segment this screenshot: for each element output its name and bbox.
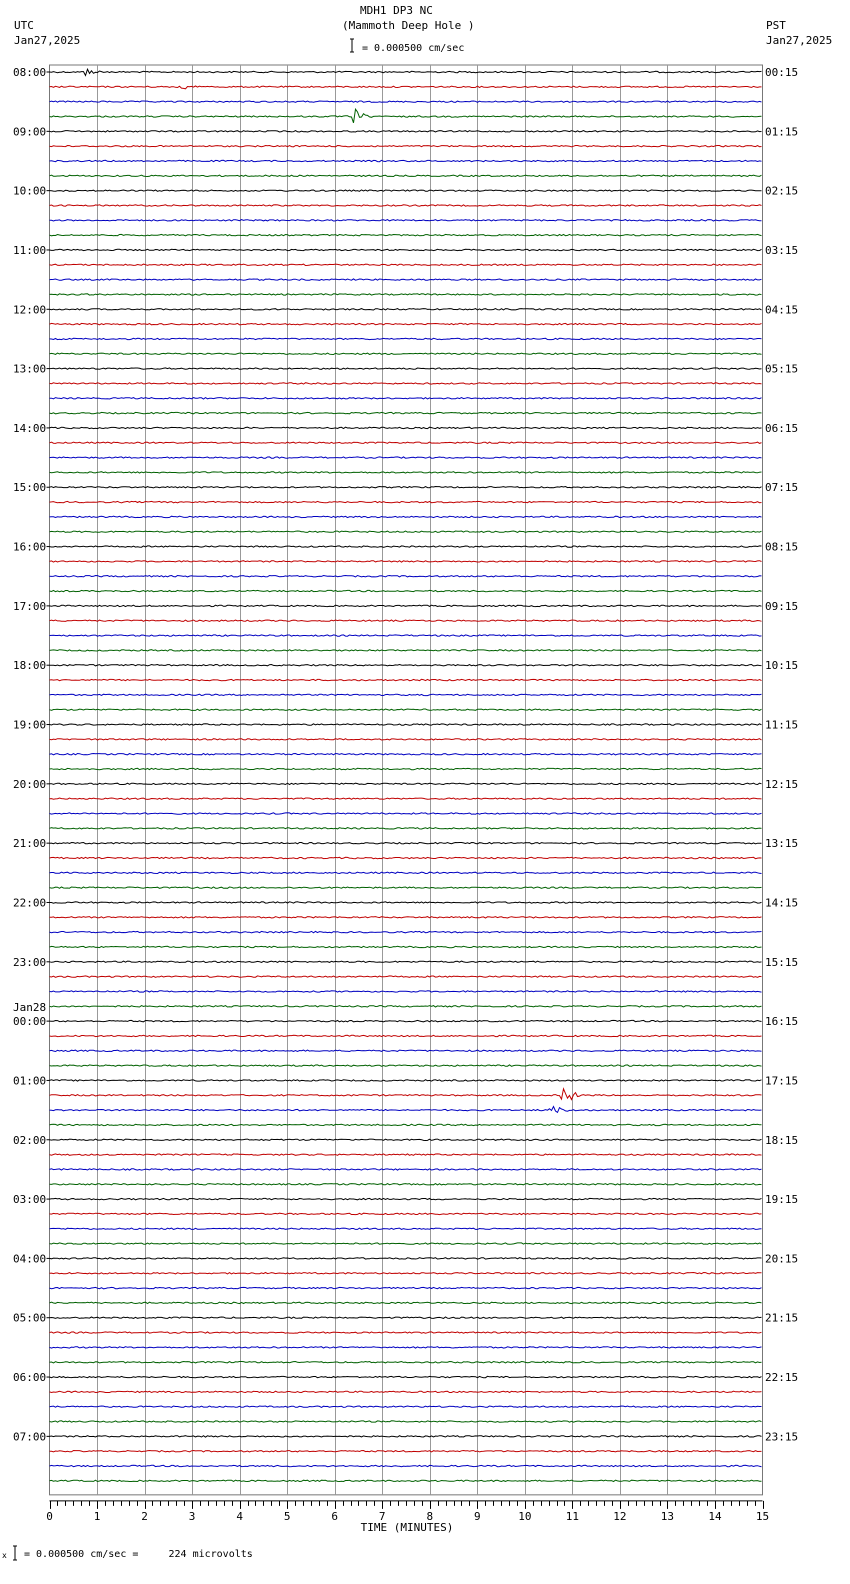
- pst-hour-label: 07:15: [765, 481, 799, 495]
- utc-hour-label: 13:00: [13, 362, 47, 376]
- trace-line: [50, 190, 762, 191]
- footer-scale-bar: [13, 1546, 17, 1560]
- trace-line: [50, 635, 762, 636]
- utc-hour-label: 23:00: [13, 955, 47, 969]
- pst-hour-label: 17:15: [765, 1074, 799, 1088]
- trace-line: [50, 1228, 762, 1229]
- trace-line: [50, 205, 762, 206]
- x-tick-label: 4: [236, 1509, 243, 1523]
- x-tick-label: 6: [331, 1509, 339, 1523]
- left-date: Jan27,2025: [14, 34, 81, 47]
- left-timezone: UTC: [14, 19, 34, 32]
- trace-line: [50, 1465, 762, 1466]
- trace-line: [50, 109, 762, 123]
- trace-line: [50, 323, 762, 324]
- trace-line: [50, 620, 762, 621]
- trace-line: [50, 531, 762, 532]
- x-axis-label: TIME (MINUTES): [360, 1520, 454, 1534]
- utc-hour-label: 11:00: [13, 243, 47, 257]
- trace-line: [50, 1243, 762, 1244]
- utc-hour-label: 10:00: [13, 184, 47, 198]
- x-tick-label: 9: [473, 1509, 481, 1523]
- x-tick-label: 1: [93, 1509, 101, 1523]
- trace-line: [50, 1421, 762, 1422]
- trace-line: [50, 754, 762, 755]
- trace-line: [50, 472, 762, 473]
- station-location: (Mammoth Deep Hole ): [342, 19, 475, 32]
- trace-line: [50, 561, 762, 562]
- trace-line: [50, 487, 762, 488]
- trace-line: [50, 783, 762, 784]
- utc-hour-label: 12:00: [13, 303, 47, 317]
- utc-hour-label: 22:00: [13, 896, 47, 910]
- trace-line: [50, 1006, 762, 1007]
- trace-line: [50, 1347, 762, 1348]
- trace-line: [50, 961, 762, 962]
- trace-line: [50, 1332, 762, 1333]
- pst-hour-label: 08:15: [765, 540, 799, 554]
- trace-line: [50, 86, 762, 89]
- trace-line: [50, 101, 762, 102]
- trace-line: [50, 768, 762, 769]
- date-change-label: Jan28: [13, 1001, 47, 1015]
- utc-hour-label: 03:00: [13, 1193, 47, 1207]
- trace-line: [50, 798, 762, 799]
- pst-hour-label: 09:15: [765, 599, 799, 613]
- trace-line: [50, 1362, 762, 1363]
- pst-hour-label: 06:15: [765, 421, 799, 435]
- x-tick-label: 5: [283, 1509, 291, 1523]
- x-tick-label: 12: [613, 1509, 627, 1523]
- trace-line: [50, 1107, 762, 1113]
- utc-hour-label: 02:00: [13, 1133, 47, 1147]
- pst-hour-label: 16:15: [765, 1015, 799, 1029]
- pst-hour-label: 22:15: [765, 1371, 799, 1385]
- trace-line: [50, 442, 762, 443]
- trace-line: [50, 264, 762, 265]
- pst-hour-label: 18:15: [765, 1133, 799, 1147]
- station-title: MDH1 DP3 NC: [360, 4, 433, 17]
- pst-hour-label: 19:15: [765, 1193, 799, 1207]
- trace-line: [50, 576, 762, 577]
- trace-line: [50, 220, 762, 221]
- utc-hour-label: 09:00: [13, 125, 47, 139]
- right-date: Jan27,2025: [766, 34, 833, 47]
- trace-line: [50, 1258, 762, 1259]
- trace-line: [50, 1198, 762, 1199]
- x-tick-label: 0: [46, 1509, 53, 1523]
- footer-scale-text: = 0.000500 cm/sec = 224 microvolts: [24, 1549, 253, 1560]
- trace-line: [50, 427, 762, 428]
- trace-line: [50, 739, 762, 740]
- utc-hour-label: 18:00: [13, 659, 47, 673]
- trace-line: [50, 976, 762, 977]
- trace-line: [50, 902, 762, 903]
- pst-hour-label: 20:15: [765, 1252, 799, 1266]
- utc-hour-label: 21:00: [13, 837, 47, 851]
- scale-bar: [350, 39, 354, 52]
- footer-scale-prefix: x: [2, 1551, 7, 1560]
- x-tick-label: 10: [518, 1509, 532, 1523]
- trace-line: [50, 590, 762, 591]
- trace-line: [50, 605, 762, 606]
- trace-line: [50, 709, 762, 710]
- pst-hour-label: 12:15: [765, 777, 799, 791]
- x-tick-label: 3: [188, 1509, 196, 1523]
- trace-line: [50, 1020, 762, 1021]
- trace-line: [50, 1080, 762, 1081]
- trace-line: [50, 857, 762, 858]
- trace-line: [50, 249, 762, 250]
- trace-line: [50, 991, 762, 992]
- trace-line: [50, 694, 762, 695]
- trace-line: [50, 1273, 762, 1274]
- trace-line: [50, 175, 762, 176]
- trace-line: [50, 1391, 762, 1392]
- trace-line: [50, 1089, 762, 1100]
- pst-hour-label: 04:15: [765, 303, 799, 317]
- utc-hour-label: 16:00: [13, 540, 47, 554]
- pst-hour-label: 11:15: [765, 718, 799, 732]
- x-tick-label: 8: [426, 1509, 434, 1523]
- pst-hour-label: 14:15: [765, 896, 799, 910]
- pst-hour-label: 10:15: [765, 659, 799, 673]
- pst-hour-label: 13:15: [765, 837, 799, 851]
- trace-line: [50, 69, 762, 75]
- trace-line: [50, 665, 762, 666]
- trace-line: [50, 338, 762, 339]
- utc-hour-label: 17:00: [13, 599, 47, 613]
- trace-line: [50, 1124, 762, 1125]
- x-tick-label: 7: [378, 1509, 386, 1523]
- trace-line: [50, 368, 762, 369]
- trace-line: [50, 398, 762, 399]
- trace-line: [50, 294, 762, 295]
- utc-hour-label: 19:00: [13, 718, 47, 732]
- trace-line: [50, 946, 762, 947]
- utc-hour-label: 07:00: [13, 1430, 47, 1444]
- trace-line: [50, 234, 762, 235]
- trace-line: [50, 887, 762, 888]
- trace-line: [50, 279, 762, 280]
- trace-line: [50, 131, 762, 132]
- trace-line: [50, 813, 762, 814]
- pst-hour-label: 03:15: [765, 243, 799, 257]
- trace-line: [50, 1050, 762, 1051]
- trace-line: [50, 1213, 762, 1214]
- trace-line: [50, 1451, 762, 1452]
- trace-line: [50, 1317, 762, 1318]
- pst-hour-label: 15:15: [765, 955, 799, 969]
- scale-text: = 0.000500 cm/sec: [362, 43, 465, 54]
- trace-line: [50, 872, 762, 873]
- trace-line: [50, 516, 762, 517]
- utc-hour-label: 06:00: [13, 1371, 47, 1385]
- utc-hour-label: 15:00: [13, 481, 47, 495]
- trace-line: [50, 1406, 762, 1407]
- utc-hour-label: 01:00: [13, 1074, 47, 1088]
- trace-line: [50, 160, 762, 161]
- right-timezone: PST: [766, 19, 786, 32]
- trace-line: [50, 1139, 762, 1140]
- pst-hour-label: 05:15: [765, 362, 799, 376]
- x-tick-label: 2: [141, 1509, 148, 1523]
- trace-line: [50, 1376, 762, 1377]
- utc-hour-label: 04:00: [13, 1252, 47, 1266]
- trace-line: [50, 1184, 762, 1185]
- trace-line: [50, 383, 762, 384]
- trace-line: [50, 679, 762, 680]
- pst-hour-label: 01:15: [765, 125, 799, 139]
- trace-line: [50, 412, 762, 413]
- pst-hour-label: 23:15: [765, 1430, 799, 1444]
- trace-line: [50, 1169, 762, 1170]
- utc-hour-label: 00:00: [13, 1015, 47, 1029]
- trace-line: [50, 146, 762, 147]
- trace-line: [50, 309, 762, 310]
- pst-hour-label: 02:15: [765, 184, 799, 198]
- trace-line: [50, 1287, 762, 1288]
- trace-line: [50, 724, 762, 725]
- trace-line: [50, 1035, 762, 1036]
- trace-line: [50, 917, 762, 918]
- trace-line: [50, 931, 762, 932]
- trace-line: [50, 501, 762, 502]
- trace-line: [50, 353, 762, 354]
- x-tick-label: 13: [660, 1509, 675, 1523]
- trace-line: [50, 1154, 762, 1155]
- trace-line: [50, 650, 762, 651]
- trace-line: [50, 1065, 762, 1066]
- utc-hour-label: 20:00: [13, 777, 47, 791]
- trace-line: [50, 1302, 762, 1303]
- trace-line: [50, 1436, 762, 1437]
- utc-hour-label: 05:00: [13, 1311, 47, 1325]
- x-tick-label: 14: [708, 1509, 722, 1523]
- trace-line: [50, 546, 762, 547]
- utc-hour-label: 08:00: [13, 66, 47, 79]
- trace-line: [50, 828, 762, 829]
- utc-hour-label: 14:00: [13, 421, 47, 435]
- trace-line: [50, 1480, 762, 1481]
- pst-hour-label: 21:15: [765, 1311, 799, 1325]
- trace-line: [50, 843, 762, 844]
- pst-hour-label: 00:15: [765, 66, 799, 79]
- trace-line: [50, 457, 762, 458]
- x-tick-label: 11: [565, 1509, 579, 1523]
- x-tick-label: 15: [755, 1509, 770, 1523]
